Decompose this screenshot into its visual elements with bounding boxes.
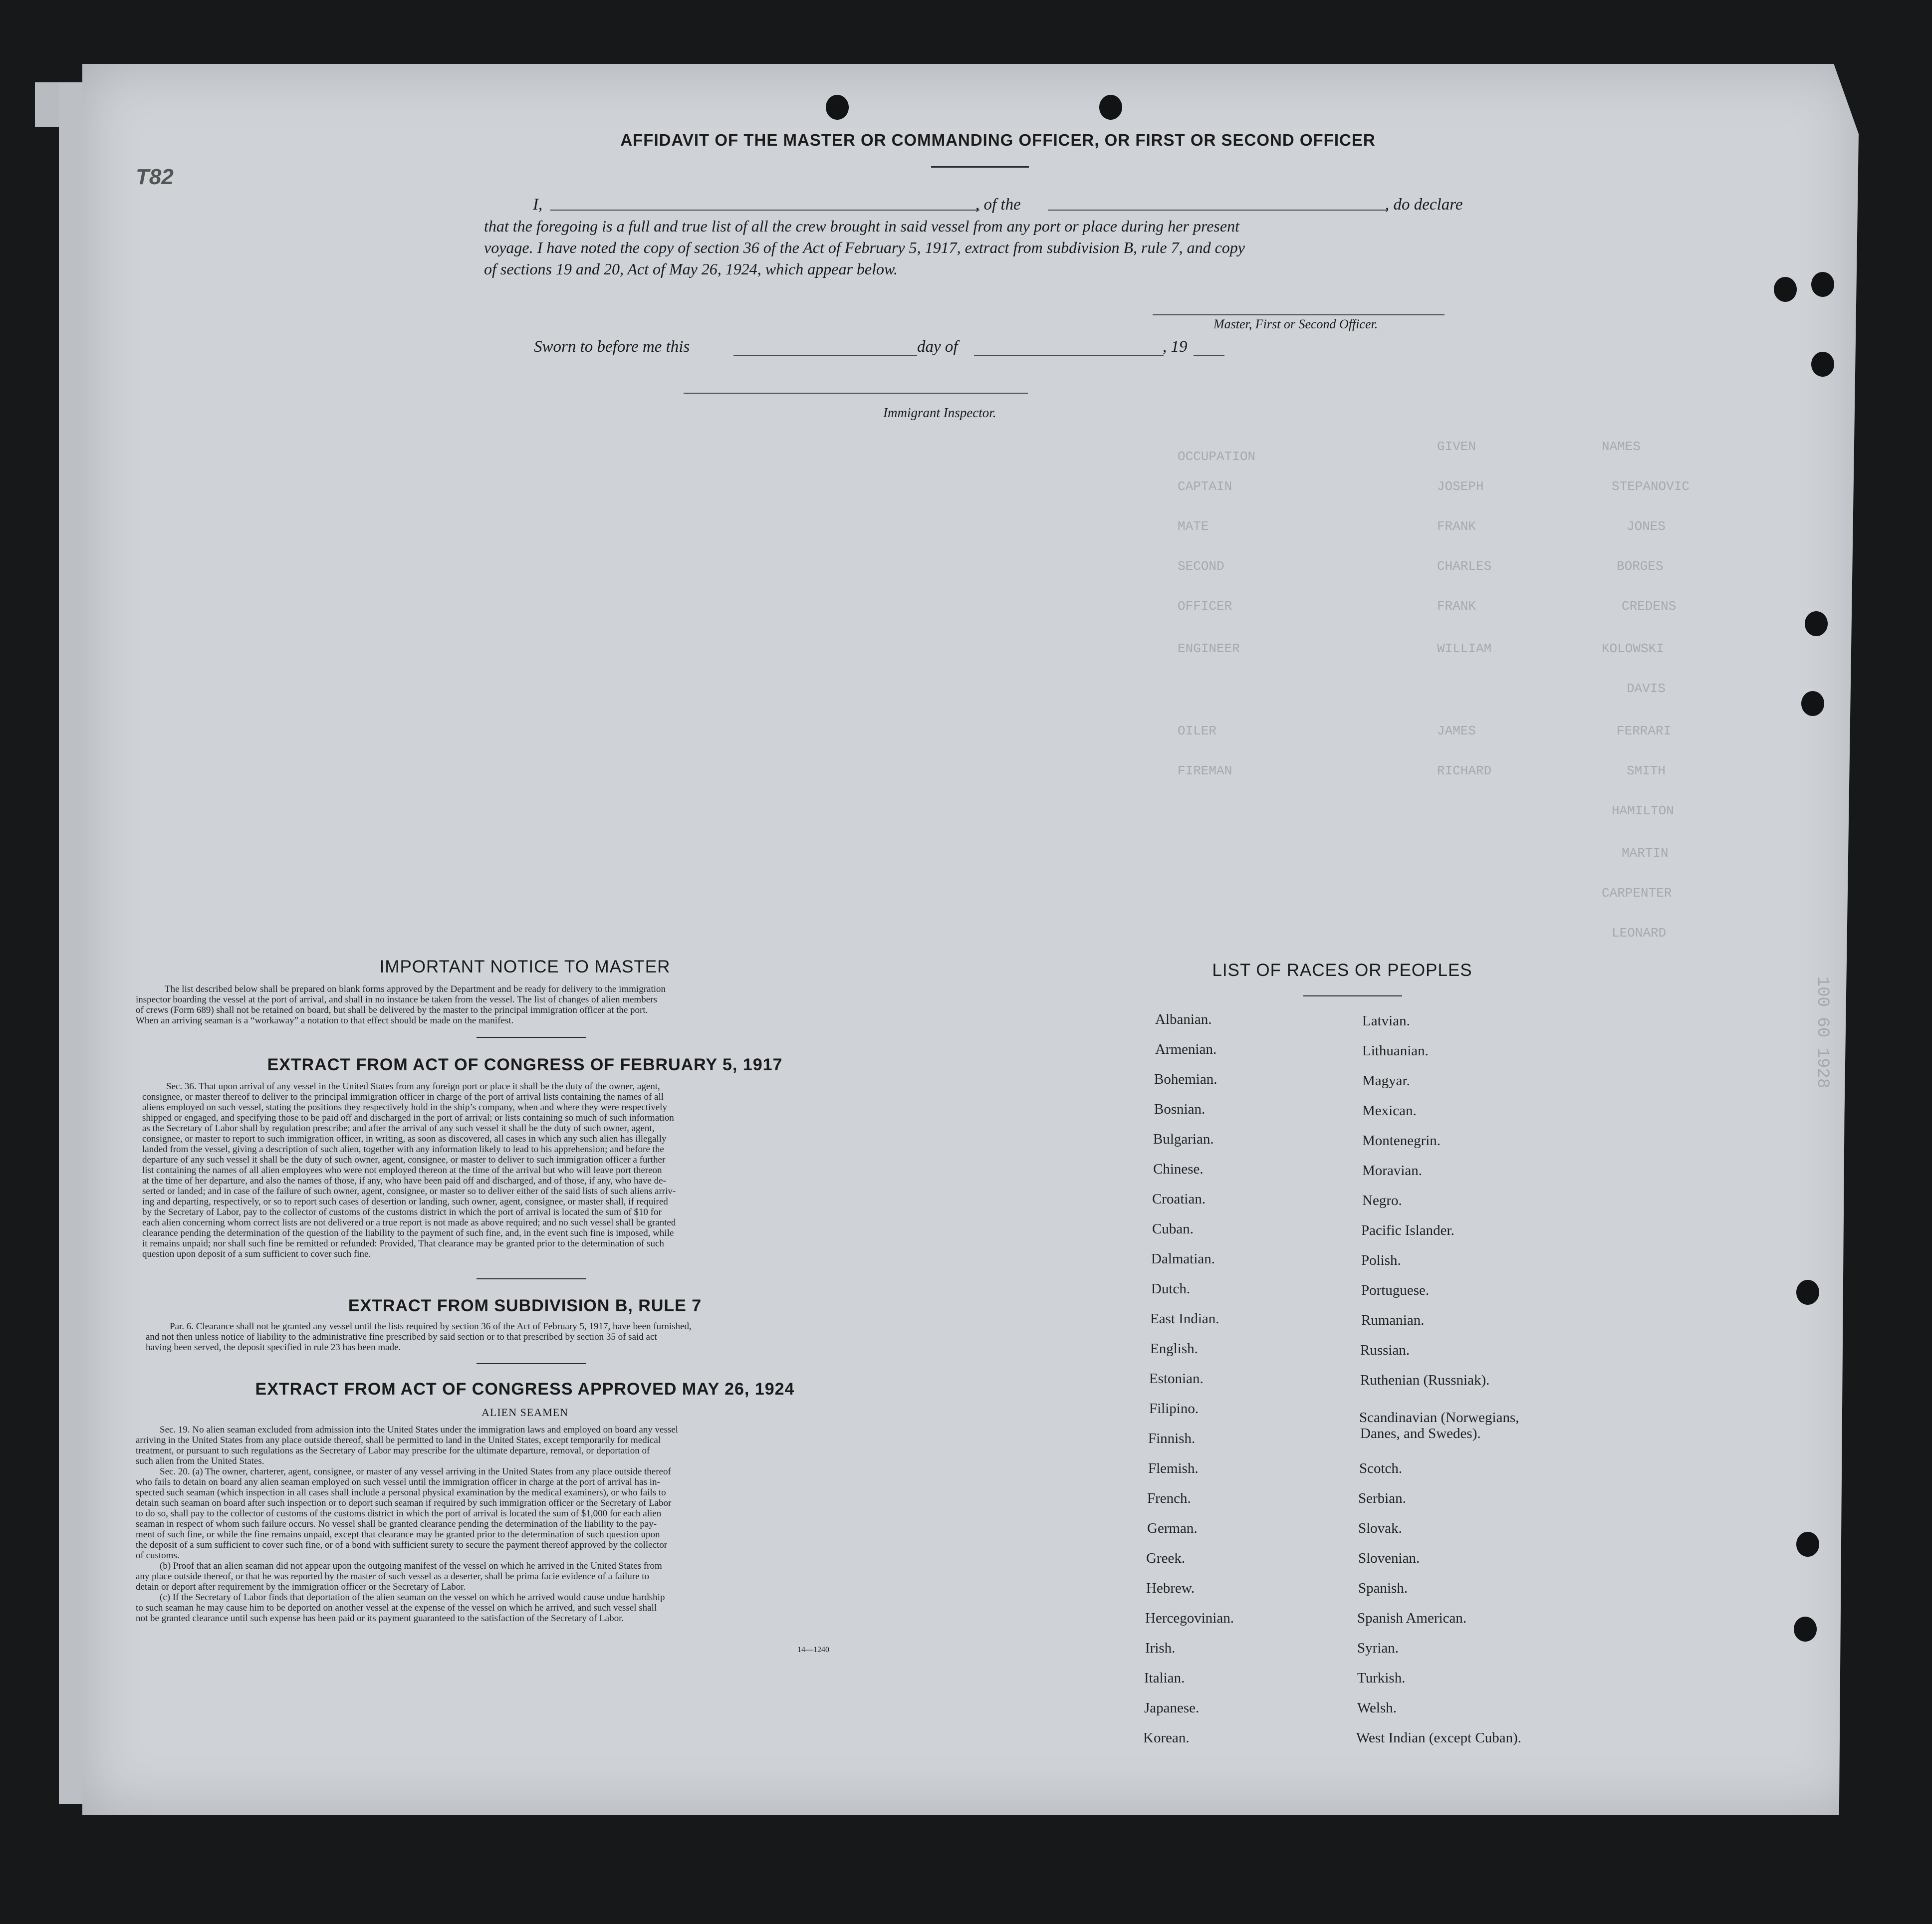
race-item: Negro. [1362,1193,1402,1208]
race-item: Bulgarian. [1153,1131,1214,1147]
race-item: Slovenian. [1358,1550,1420,1566]
extract-1924-text [136,1425,904,1624]
inspector-caption: Immigrant Inspector. [883,405,996,420]
form-number: 14—1240 [797,1646,829,1654]
race-item: Korean. [1143,1730,1190,1746]
race-item: Portuguese. [1361,1282,1430,1298]
race-item: Montenegrin. [1362,1133,1441,1149]
extract-line: to such seaman he may cause him to be deported on another vessel at the expense of the vessel on which he arrived, and such vessel shall [136,1603,657,1613]
extract-line: the deposit of a sum sufficient to cover such fine, or of a bond with sufficient surety to secure the payment thereof approved by the collector [136,1540,668,1550]
race-item: Latvian. [1362,1013,1410,1029]
extract-line: at the time of her departure, and also the names of those, if any, who have been paid off and discharged, and of those, if any, who have de- [142,1176,666,1186]
alien-seamen-subtitle: ALIEN SEAMEN [482,1406,568,1419]
race-item: Dalmatian. [1151,1251,1215,1267]
punch-hole [1805,611,1828,636]
race-item: Rumanian. [1361,1312,1425,1328]
section-divider [477,1037,586,1038]
race-item: Bosnian. [1154,1101,1206,1117]
sworn-day-blank[interactable] [733,355,917,356]
punch-hole [1811,352,1834,377]
race-item: French. [1147,1490,1191,1506]
extract-line: who fails to detain on board any alien seaman employed on such vessel until the immigration officer in charge at the port of arrival has in- [136,1477,660,1487]
master-caption: Master, First or Second Officer. [1213,317,1378,331]
vessel-label: , of the [975,196,1021,214]
extract-line: Sec. 20. (a) The owner, charterer, agent, consignee, or master of any vessel arriving in the United States from any place outside thereof [160,1466,671,1477]
extract-line: Sec. 36. That upon arrival of any vessel in the United States from any foreign port or place it shall be the duty of the owner, agent, [166,1081,660,1092]
punch-hole [1794,1617,1817,1642]
race-item: Slovak. [1358,1520,1402,1536]
extract-line: treatment, or pursuant to such regulations as the Secretary of Labor may prescribe for the ultimate departure, removal, or deportation of [136,1445,650,1456]
race-item: Lithuanian. [1362,1043,1429,1059]
extract-line: aliens employed on such vessel, stating the positions they respectively hold in the ship’s company, when and where they were respectively [142,1102,667,1113]
extract-line: ing and departing, respectively, or so to report such cases of desertion or landing, such owner, agent, consignee, or master shall, if required [142,1197,668,1207]
notice-line: of crews (Form 689) shall not be retained on board, but shall be delivered by the master to the principal immigration officer at the port. [136,1005,648,1015]
race-item: Flemish. [1148,1460,1199,1476]
punch-hole [1801,691,1824,716]
declarant-name-blank[interactable] [550,210,979,211]
race-item: Armenian. [1155,1041,1217,1057]
document-scan: T82 NAMES STEPANOVIC JONES BORGES CREDENS KOLOWSKI DAVIS FERRARI SMITH HAMILTON MARTIN CARPENTER LEONARD GIVEN JOSEPH FRANK CHARLES FRANK WILLIAM JAMES RICHARD OCCUPATION CAPTAIN MATE SECOND OFFICER ENGINEER OILER FIREMAN 100 60 1928 AFFIDAVIT OF THE MASTER OR COMMANDING OFFICER, OR FIRST OR SECOND OFFICER I, , of the , do declare that the foregoing is a full and true list of all the crew brought in said vessel from any port or place during her present voyage. I have noted the copy of section 36 of the Act of February 5, 1917, extract from subdivision B, rule 7, and copy of sections 19 and 20, Act of May 26, 1924, which appear below. Master, First or Second Officer. Sworn to before me this day of , 19 Immigrant Inspector. IMPORTANT NOTICE TO MASTER The list described below shall be prepared on blank forms approved by the Department and be ready for delivery to the immigration inspector boarding the vessel at the port of arrival, and shall in no instance be taken from the vessel. The list of changes of alien members of crews (Form 689) shall not be retained on board, but shall be delivered by the master to the principal immigration officer at the port. When an arriving seaman is a “workaway” a notation to that effect should be made on the manifest. EXTRACT FROM ACT OF CONGRESS OF FEBRUARY 5, 1917 Sec. 36. That upon arrival of any vessel in the United States from any foreign port or place it shall be the duty of the owner, agent, consignee, or master thereof to deliver to the principal immigration officer in charge of the port of arrival lists containing the names of all aliens employed on such vessel, stating the positions they respectively hold in the ship’s company, when and where they were respectively shipped or engaged, and specifying those to be paid off and discharged in the port of arrival; or lists containing so much of such information as the Secretary of Labor shall by regulation prescribe; and after the arrival of any such vessel it shall be the duty of such owner, agent, consignee, or master to report to such immigration officer, in writing, as soon as discovered, all cases in which any such alien has illegally landed from the vessel, giving a description of such alien, together with any information likely to lead to his apprehension; and before the departure of any such vessel it shall be the duty of such owner, agent, consignee, or master to deliver to such immigration officer a further list containing the names of all alien employees who were not employed thereon at the time of the arrival but who will leave port thereon at the time of her departure, and also the names of those, if any, who have been paid off and discharged, and of those, if any, who have de- serted or landed; and in case of the failure of such owner, agent, consignee, or master so to deliver either of the said lists of such aliens arriv- ing and departing, respectively, or so to report such cases of desertion or landing, such owner, agent, consignee, or master shall, if required by the Secretary of Labor, pay to the collector of customs of the customs district in which the port of arrival is located the sum of $10 for each alien concerning whom correct lists are not delivered or a true report is not made as above required; and no such vessel shall be granted clearance pending the determination of the question of the liability to the payment of such fine, and, in the event such fine is imposed, while it remains unpaid; nor shall such fine be remitted or refunded: Provided, That clearance may be granted prior to the determination of such question upon deposit of a sum sufficient to cover such fine. EXTRACT FROM SUBDIVISION B, RULE 7 Par. 6. Clearance shall not be granted any vessel until the lists required by section 36 of the Act of February 5, 1917, have been furnished, and not then unless notice of liability to the administrative fine prescribed by said section or to that prescribed by section 35 of said act having been served, the deposit specified in rule 23 has been made. EXTRACT FROM ACT OF CONGRESS APPROVED MAY 26, 1924 ALIEN SEAMEN Sec. 19. No alien seaman excluded from admission into the United States under the immigration laws and employed on board any vessel arriving in the United States from any place outside thereof, shall be permitted to land in the United States, except temporarily for medical treatment, or pursuant to such regulations as the Secretary of Labor may prescribe for the ultimate departure, removal, or deportation of such alien from the United States. Sec. 20. (a) The owner, charterer, agent, consignee, or master of any vessel arriving in the United States from any place outside thereof who fails to detain on board any alien seaman employed on such vessel until the immigration officer in charge at the port of arrival has in- spected such seaman (which inspection in all cases shall include a personal physical examination by the medical examiners), or who fails to detain such seaman on board after such inspection or to deport such seaman if required by such immigration officer or the Secretary of Labor to do so, shall pay to the collector of customs of the customs district in which the port of arrival is located the sum of $1,000 for each alien seaman in respect of whom such failure occurs. No vessel shall be granted clearance pending the determination of the liability to the pay- ment of such fine, or while the fine remains unpaid, except that clearance may be granted prior to the determination of such question upon the deposit of a sum sufficient to cover such fine, or of a bond with sufficient surety to secure the payment thereof approved by the collector of customs. (b) Proof that an alien seaman did not appear upon the outgoing manifest of the vessel on which he arrived in the United States from any place outside thereof, or that he was reported by the master of such vessel as a deserter, shall be prima facie evidence of a failure to detain or deport after requirement by the immigration officer or the Secretary of Labor. (c) If the Secretary of Labor finds that deportation of the alien seaman on the vessel on which he arrived would cause undue hardship to such seaman he may cause him to be deported on another vessel at the expense of the vessel on which he arrived, and such vessel shall not be granted clearance until such expense has been paid or its payment guaranteed to the satisfaction of the Secretary of Labor. 14—1240 LIST OF RACES OR PEOPLES Albanian. Armenian. Bohemian. Bosnian. Bulgarian. Chinese. Croatian. Cuban. Dalmatian. Dutch. East Indian. English. Estonian. Filipino. Finnish. Flemish. French. German. Greek. Hebrew. Hercegovinian. Irish. Italian. Japanese. Korean. Latvian. Lithuanian. Magyar. Mexican. Montenegrin. Moravian. Negro. Pacific Islander. Polish. Portuguese. Rumanian. Russian. Ruthenian (Russniak). Scandinavian (Norwegians, Danes, and Swedes). Scotch. Serbian. Slovak. Slovenian. Spanish. Spanish American. Syrian. Turkish. Welsh. West Indian (except Cuban). [0,0,1932,1924]
notice-line: inspector boarding the vessel at the port of arrival, and shall in no instance be taken from the vessel. The list of changes of alien members [136,994,657,1005]
declarant-label: I, [533,196,543,214]
race-item: Polish. [1361,1252,1401,1268]
margin-mark: T82 [136,165,174,189]
race-item: Welsh. [1357,1700,1397,1716]
title-underline [931,166,1029,168]
extract-1917-text [142,1081,906,1259]
race-item: Hercegovinian. [1145,1610,1234,1626]
extract-line: any place outside thereof, or that he was reported by the master of such vessel as a deserter, shall be prima facie evidence of a failure to [136,1571,650,1582]
race-item: Scotch. [1359,1460,1403,1476]
extract-line: clearance pending the determination of the question of the liability to the payment of such fine, and, in the event such fine is imposed, while [142,1228,674,1238]
race-item: Hebrew. [1146,1580,1195,1596]
extract-line: it remains unpaid; nor shall such fine be remitted or refunded: Provided, That clearance may be granted prior to the determination of such [142,1238,664,1249]
notice-title: IMPORTANT NOTICE TO MASTER [379,957,671,976]
extract-line: as the Secretary of Labor shall by regulation prescribe; and after the arrival of any such vessel it shall be the duty of such owner, agent, [142,1123,655,1134]
race-item: Pacific Islander. [1361,1222,1454,1238]
race-item: English. [1150,1341,1198,1357]
race-item: Danes, and Swedes). [1360,1426,1481,1442]
extract-line: landed from the vessel, giving a description of such alien, together with any information likely to lead to his apprehension; and before the [142,1144,664,1155]
extract-line: by the Secretary of Labor, pay to the collector of customs of the customs district in which the port of arrival is located the sum of $10 for [142,1207,662,1217]
race-item: Cuban. [1152,1221,1194,1237]
sworn-month-blank[interactable] [974,355,1164,356]
vessel-name-blank[interactable] [1048,210,1387,211]
extract-line: serted or landed; and in case of the failure of such owner, agent, consignee, or master so to deliver either of the said lists of such aliens arriv- [142,1186,676,1197]
race-item: Albanian. [1155,1011,1212,1027]
race-item: Estonian. [1149,1371,1204,1387]
extract-line: (c) If the Secretary of Labor finds that deportation of the alien seaman on the vessel on which he arrived would cause undue hardship [160,1592,665,1603]
sworn-year-label: , 19 [1163,338,1188,356]
race-item: Japanese. [1144,1700,1200,1716]
extract-1924-title: EXTRACT FROM ACT OF CONGRESS APPROVED MAY 26, 1924 [255,1380,795,1399]
race-item: Mexican. [1362,1103,1417,1119]
race-item: Moravian. [1362,1163,1422,1179]
races-title: LIST OF RACES OR PEOPLES [1212,961,1472,980]
section-divider [477,1363,586,1364]
race-item: Greek. [1146,1550,1186,1566]
extract-line: shipped or engaged, and specifying those to be paid off and discharged in the port of arrival; or lists containing so much of such information [142,1113,674,1123]
notice-line: When an arriving seaman is a “workaway” a notation to that effect should be made on the manifest. [136,1015,514,1026]
extract-line: each alien concerning whom correct lists are not delivered or a true report is not made as above required; and no such vessel shall be granted [142,1217,676,1228]
race-item: Scandinavian (Norwegians, [1359,1410,1519,1426]
extract-line: spected such seaman (which inspection in all cases shall include a personal physical examination by the medical examiners), or who fails to [136,1487,666,1498]
declare-label: , do declare [1385,196,1463,214]
extract-line: of customs. [136,1550,180,1561]
race-item: Magyar. [1362,1073,1410,1089]
section-divider [477,1278,586,1279]
sworn-day-label: day of [917,338,958,356]
race-item: Dutch. [1151,1281,1191,1297]
race-item: Filipino. [1149,1401,1199,1417]
notice-line: The list described below shall be prepared on blank forms approved by the Department and be ready for delivery to the immigration [165,984,666,994]
affidavit-line-2: that the foregoing is a full and true list of all the crew brought in said vessel from any port or place during her present [484,217,1239,235]
punch-hole [1796,1532,1819,1557]
extract-line: Sec. 19. No alien seaman excluded from admission into the United States under the immigration laws and employed on board any vessel [160,1425,678,1435]
race-item: Turkish. [1357,1670,1406,1686]
race-item: Croatian. [1152,1191,1206,1207]
affidavit-line-3: voyage. I have noted the copy of section 36 of the Act of February 5, 1917, extract from subdivision B, rule 7, and copy [484,239,1245,256]
extract-line: arriving in the United States from any place outside thereof, shall be permitted to land in the United States, except temporarily for medical [136,1435,661,1445]
race-item: Finnish. [1148,1431,1196,1446]
race-item: East Indian. [1150,1311,1219,1327]
race-item: Irish. [1145,1640,1176,1656]
race-item: West Indian (except Cuban). [1356,1730,1522,1746]
race-item: Serbian. [1358,1490,1406,1506]
extract-rule7-text [146,1321,905,1353]
extract-line: ment of such fine, or while the fine remains unpaid, except that clearance may be granted prior to the determination of such question upon [136,1529,660,1540]
race-item: Spanish American. [1357,1610,1467,1626]
race-item: Bohemian. [1154,1071,1217,1087]
race-item: Syrian. [1357,1640,1399,1656]
punch-hole [1774,277,1797,302]
extract-line: to do so, shall pay to the collector of customs of the customs district in which the port of arrival is located the sum of $1,000 for each alien [136,1508,662,1519]
inspector-signature-blank[interactable] [684,393,1028,394]
extract-1917-title: EXTRACT FROM ACT OF CONGRESS OF FEBRUARY 5, 1917 [267,1055,783,1074]
race-item: Ruthenian (Russniak). [1360,1372,1490,1388]
punch-hole [826,95,849,120]
punch-hole [1099,95,1122,120]
race-item: Spanish. [1358,1580,1408,1596]
race-item: German. [1147,1520,1198,1536]
extract-line: seaman in respect of whom such failure occurs. No vessel shall be granted clearance pending the determination of the liability to the pay- [136,1519,657,1529]
races-title-underline [1303,995,1402,996]
extract-line: detain such seaman on board after such inspection or to deport such seaman if required by such immigration officer or the Secretary of Labor [136,1498,672,1508]
extract-line: list containing the names of all alien employees who were not employed thereon at the time of the arrival but who will leave port thereon [142,1165,662,1176]
extract-line: detain or deport after requirement by the immigration officer or the Secretary of Labor. [136,1582,466,1592]
extract-line: such alien from the United States. [136,1456,264,1466]
race-item: Italian. [1144,1670,1185,1686]
sworn-label: Sworn to before me this [534,338,690,356]
extract-line: question upon deposit of a sum sufficient to cover such fine. [142,1249,371,1259]
master-signature-blank[interactable] [1153,314,1445,315]
extract-line: and not then unless notice of liability to the administrative fine prescribed by said section or to that prescribed by section 35 of said act [146,1332,657,1342]
punch-hole [1796,1280,1819,1305]
extract-line: departure of any such vessel it shall be the duty of such owner, agent, consignee, or master to deliver to such immigration officer a further [142,1155,666,1165]
extract-line: (b) Proof that an alien seaman did not appear upon the outgoing manifest of the vessel on which he arrived in the United States from [160,1561,662,1571]
punch-hole [1811,272,1834,297]
race-item: Chinese. [1153,1161,1204,1177]
extract-line: Par. 6. Clearance shall not be granted any vessel until the lists required by section 36 of the Act of February 5, 1917, have been furnished, [170,1321,692,1332]
extract-rule7-title: EXTRACT FROM SUBDIVISION B, RULE 7 [348,1296,702,1315]
extract-line: having been served, the deposit specified in rule 23 has been made. [146,1342,401,1353]
extract-line: consignee, or master to report to such immigration officer, in writing, as soon as discovered, all cases in which any such alien has illegally [142,1134,667,1144]
extract-line: consignee, or master thereof to deliver to the principal immigration officer in charge of the port of arrival lists containing the names of all [142,1092,664,1102]
race-item: Russian. [1360,1342,1410,1358]
affidavit-title: AFFIDAVIT OF THE MASTER OR COMMANDING OFFICER, OR FIRST OR SECOND OFFICER [620,131,1376,149]
notice-text [136,984,904,1026]
affidavit-line-4: of sections 19 and 20, Act of May 26, 1924, which appear below. [484,260,898,278]
extract-line: not be granted clearance until such expense has been paid or its payment guaranteed to the satisfaction of the Secretary of Labor. [136,1613,624,1624]
sworn-year-blank[interactable] [1194,355,1224,356]
